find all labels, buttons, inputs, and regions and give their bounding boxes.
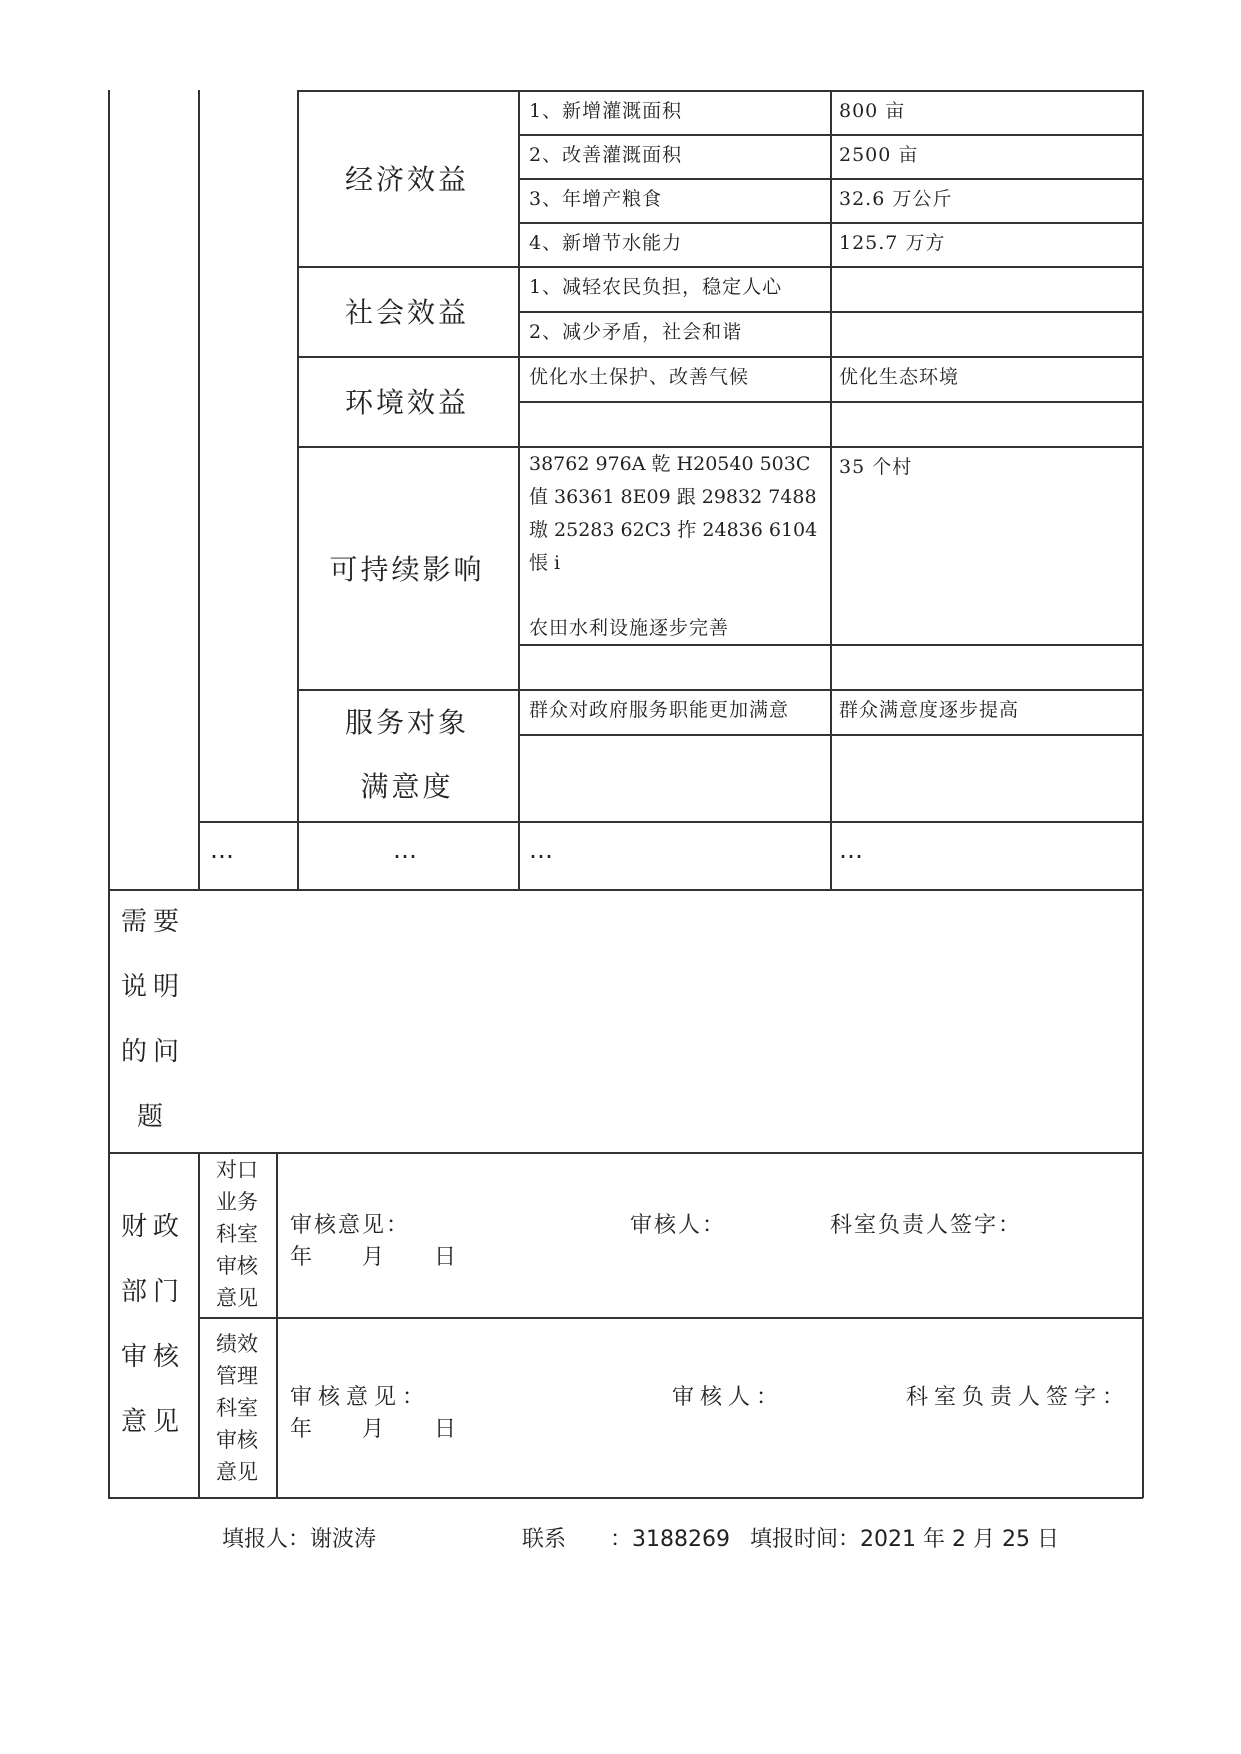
finance-label-line: 意见 xyxy=(120,1407,185,1437)
notes-label-line: 需要 xyxy=(120,907,185,937)
section1-date: 年 月 日 xyxy=(290,1245,459,1270)
section1-label-line: 业务 xyxy=(216,1190,258,1214)
section2-label-line: 意见 xyxy=(216,1460,258,1484)
sustainable-impact-label: 可持续影响 xyxy=(329,552,485,586)
satisfaction-label-line1: 服务对象 xyxy=(344,706,469,739)
economic-indicator-1: 1、新增灌溉面积 xyxy=(529,100,683,122)
section1-signer: 科室负责人签字： xyxy=(830,1213,1023,1238)
section1-reviewer: 审核人： xyxy=(630,1213,727,1238)
finance-label-line: 财政 xyxy=(120,1212,185,1242)
sustainable-value: 35 个村 xyxy=(839,456,913,478)
social-indicator-1: 1、减轻农民负担，稳定人心 xyxy=(529,276,783,298)
economic-value-3: 32.6 万公斤 xyxy=(839,188,953,210)
ellipsis-col3: … xyxy=(529,836,554,864)
economic-benefit-label: 经济效益 xyxy=(344,163,469,196)
notes-label-line: 说明 xyxy=(120,972,185,1002)
economic-value-1: 800 亩 xyxy=(839,100,906,122)
notes-label-line: 的问 xyxy=(120,1037,185,1067)
section2-label-line: 管理 xyxy=(216,1364,258,1388)
section1-label xyxy=(207,1154,267,1314)
garbled-line: 值 36361 8E09 跟 29832 7488 xyxy=(529,486,817,508)
satisfaction-label-line2: 满意度 xyxy=(360,770,454,803)
ellipsis-col1: … xyxy=(210,836,235,864)
footer-date: 填报时间：2021 年 2 月 25 日 xyxy=(750,1527,1059,1552)
finance-label-line: 审核 xyxy=(120,1342,185,1372)
garbled-line: 悵 i xyxy=(529,552,561,574)
satisfaction-value-1: 群众满意度逐步提高 xyxy=(839,699,1020,721)
social-benefit-label: 社会效益 xyxy=(344,296,469,329)
section2-opinion: 审核意见： xyxy=(290,1385,431,1410)
garbled-line: 璈 25283 62C3 拃 24836 6104 xyxy=(529,519,818,541)
environmental-benefit-label: 环境效益 xyxy=(344,386,469,419)
notes-label xyxy=(118,890,188,1150)
section1-label-line: 对口 xyxy=(216,1158,258,1182)
economic-value-2: 2500 亩 xyxy=(839,144,919,166)
section2-label-line: 科室 xyxy=(216,1396,258,1420)
sustainable-garbled-text xyxy=(529,448,829,580)
finance-review-label xyxy=(118,1195,188,1455)
section2-label-line: 审核 xyxy=(216,1428,258,1452)
economic-indicator-4: 4、新增节水能力 xyxy=(529,232,683,254)
economic-indicator-3: 3、年增产粮食 xyxy=(529,188,663,210)
section2-reviewer: 审核人： xyxy=(672,1385,785,1410)
satisfaction-label xyxy=(297,689,517,821)
social-indicator-2: 2、减少矛盾，社会和谐 xyxy=(529,321,743,343)
ellipsis-col4: … xyxy=(839,836,864,864)
satisfaction-indicator-1: 群众对政府服务职能更加满意 xyxy=(529,699,790,721)
section1-opinion: 审核意见： xyxy=(290,1213,411,1238)
ellipsis-col2: … xyxy=(393,836,418,864)
environmental-indicator-1: 优化水土保护、改善气候 xyxy=(529,366,750,388)
section2-label xyxy=(207,1328,267,1488)
garbled-line: 38762 976A 亁 H20540 503C xyxy=(529,453,811,475)
section2-signer: 科室负责人签字： xyxy=(906,1385,1131,1410)
notes-label-line: 题 xyxy=(136,1102,169,1132)
section1-label-line: 审核 xyxy=(216,1254,258,1278)
environmental-value-1: 优化生态环境 xyxy=(839,366,960,388)
section2-date: 年 月 日 xyxy=(290,1417,459,1442)
economic-indicator-2: 2、改善灌溉面积 xyxy=(529,144,683,166)
footer-filler: 填报人：谢波涛 xyxy=(222,1527,377,1552)
economic-value-4: 125.7 万方 xyxy=(839,232,946,254)
section1-label-line: 科室 xyxy=(216,1222,258,1246)
finance-label-line: 部门 xyxy=(120,1277,185,1307)
sustainable-indicator: 农田水利设施逐步完善 xyxy=(529,617,730,639)
footer-contact: 联系 ：3188269 xyxy=(522,1527,730,1552)
section1-label-line: 意见 xyxy=(216,1286,258,1310)
section2-label-line: 绩效 xyxy=(216,1332,258,1356)
